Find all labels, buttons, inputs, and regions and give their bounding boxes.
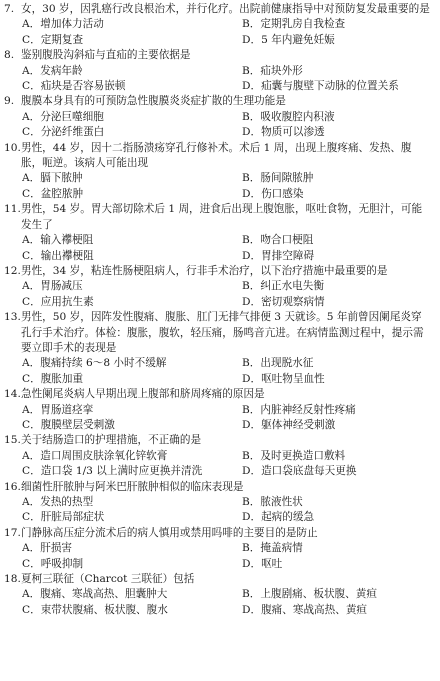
question-stem <box>4 480 432 495</box>
question-number: 16. <box>4 480 21 493</box>
question-stem <box>4 48 432 63</box>
option-c <box>22 418 222 433</box>
option-letter: A． <box>22 542 41 555</box>
option-c <box>22 464 222 479</box>
option-text: 束带状腹痛、板状腹、腹水 <box>40 603 168 616</box>
option-letter: B． <box>242 357 261 370</box>
question-16 <box>4 480 432 526</box>
question-11 <box>4 202 432 264</box>
question-12 <box>4 264 432 310</box>
option-letter: C． <box>22 557 41 570</box>
option-letter: C． <box>22 418 41 431</box>
question-number: 13. <box>4 311 21 324</box>
question-stem <box>4 264 432 279</box>
option-text: 内脏神经反射性疼痛 <box>260 403 356 416</box>
option-letter: C． <box>22 511 41 524</box>
option-letter: A． <box>22 403 41 416</box>
option-text: 伤口感染 <box>261 187 304 200</box>
option-d <box>242 295 432 310</box>
option-letter: A． <box>22 588 41 601</box>
option-text: 发病年龄 <box>40 64 83 77</box>
option-text: 腹痛、寒战高热、黄疸 <box>261 603 368 616</box>
options-grid <box>4 587 432 618</box>
option-c <box>22 603 222 618</box>
option-text: 吸收腹腔内积液 <box>260 110 335 123</box>
option-text: 吻合口梗阻 <box>260 234 314 247</box>
option-letter: C． <box>22 372 41 385</box>
question-number: 17. <box>4 526 21 539</box>
question-stem <box>4 387 432 402</box>
option-text: 肝损害 <box>40 542 73 555</box>
options-grid <box>4 356 432 387</box>
option-a <box>22 541 222 556</box>
option-b <box>242 171 432 186</box>
question-17 <box>4 526 432 572</box>
question-8 <box>4 48 432 94</box>
option-text: 增加体力活动 <box>40 18 104 31</box>
option-text: 造口袋底盘每天更换 <box>261 465 357 478</box>
option-d <box>242 187 432 202</box>
option-c <box>22 249 222 264</box>
option-text: 上腹剧痛、板状腹、黄疸 <box>260 588 377 601</box>
option-letter: B． <box>242 234 261 247</box>
option-text: 应用抗生素 <box>40 295 94 308</box>
option-text: 起病的缓急 <box>261 511 315 524</box>
question-stem <box>4 526 432 541</box>
option-letter: A． <box>22 280 41 293</box>
question-18 <box>4 572 432 618</box>
option-letter: D． <box>242 295 262 308</box>
question-number: 15. <box>4 434 21 447</box>
question-13 <box>4 310 432 387</box>
question-10 <box>4 141 432 203</box>
option-letter: D． <box>242 372 262 385</box>
option-text: 肝脏局部症状 <box>40 511 105 524</box>
option-text: 输入襻梗阻 <box>40 234 94 247</box>
option-text: 定期乳房自我检查 <box>260 18 346 31</box>
option-c <box>22 295 222 310</box>
option-letter: D． <box>242 418 262 431</box>
option-letter: A． <box>22 64 41 77</box>
question-text: 门静脉高压症分流术后的病人慎用或禁用吗啡的主要目的是防止 <box>21 526 318 539</box>
option-d <box>242 125 432 140</box>
option-b <box>242 17 432 32</box>
option-letter: C． <box>22 603 41 616</box>
option-d <box>242 603 432 618</box>
question-stem <box>4 572 432 587</box>
option-letter: C． <box>22 33 41 46</box>
option-letter: B． <box>242 110 261 123</box>
option-b <box>242 495 432 510</box>
question-stem <box>4 94 432 109</box>
option-text: 疝块是否容易嵌顿 <box>40 80 126 93</box>
option-letter: D． <box>242 557 262 570</box>
option-text: 纠正水电失衡 <box>260 280 324 293</box>
option-text: 及时更换造口敷料 <box>260 449 346 462</box>
question-text: 男性，34 岁，粘连性肠梗阻病人，行非手术治疗，以下治疗措施中最重要的是 <box>21 264 388 277</box>
option-a <box>22 233 222 248</box>
option-text: 发热的热型 <box>40 496 94 508</box>
option-text: 呕吐 <box>261 557 283 570</box>
option-c <box>22 557 222 572</box>
option-a <box>22 17 222 32</box>
option-b <box>242 233 432 248</box>
options-grid <box>4 541 432 572</box>
option-text: 掩盖病情 <box>260 542 303 555</box>
option-text: 造口袋 1/3 以上满时应更换并清洗 <box>40 465 203 478</box>
option-letter: A． <box>22 496 41 508</box>
option-text: 腹胀加重 <box>40 372 84 385</box>
option-text: 腹膜壁层受刺激 <box>40 418 115 431</box>
option-b <box>242 403 432 418</box>
option-letter: C． <box>22 465 41 478</box>
question-number: 9. <box>4 95 15 108</box>
options-grid <box>4 233 432 264</box>
option-letter: D． <box>242 603 262 616</box>
question-stem <box>4 310 432 356</box>
option-text: 腹痛、寒战高热、胆囊肿大 <box>40 588 168 601</box>
option-a <box>22 356 222 371</box>
option-letter: A． <box>22 110 41 123</box>
question-number: 12. <box>4 264 21 277</box>
option-letter: D． <box>242 249 262 262</box>
option-letter: D． <box>242 33 262 46</box>
question-15 <box>4 433 432 479</box>
options-grid <box>4 64 432 95</box>
option-letter: B． <box>242 280 261 293</box>
question-text: 鉴别腹股沟斜疝与直疝的主要依据是 <box>21 49 191 62</box>
question-stem <box>4 2 432 17</box>
option-d <box>242 372 432 387</box>
option-a <box>22 587 222 602</box>
question-9 <box>4 94 432 140</box>
option-c <box>22 372 222 387</box>
option-text: 定期复查 <box>40 33 84 46</box>
options-grid <box>4 495 432 526</box>
question-text: 男性，44 岁，因十二指肠溃疡穿孔行修补术。术后 1 周，出现上腹疼痛、发热、腹胀，呃逆。该病人可能出现 <box>21 141 412 170</box>
option-text: 胃肠道痉挛 <box>40 403 94 416</box>
option-text: 膈下脓肿 <box>40 172 83 185</box>
option-text: 物质可以渗透 <box>261 126 325 139</box>
option-letter: A． <box>22 18 41 31</box>
option-a <box>22 449 222 464</box>
question-stem <box>4 202 432 233</box>
option-letter: B． <box>242 588 261 601</box>
option-b <box>242 110 432 125</box>
option-letter: A． <box>22 449 41 462</box>
options-grid <box>4 110 432 141</box>
option-c <box>22 187 222 202</box>
option-d <box>242 33 432 48</box>
options-grid <box>4 403 432 434</box>
option-d <box>242 79 432 94</box>
question-number: 10. <box>4 141 21 154</box>
option-letter: A． <box>22 234 41 247</box>
option-letter: D． <box>242 80 262 93</box>
option-letter: C． <box>22 80 41 93</box>
option-a <box>22 64 222 79</box>
option-c <box>22 510 222 525</box>
question-text: 男性，54 岁。胃大部切除术后 1 周，进食后出现上腹饱胀，呕吐食物，无胆汁，可能发生了 <box>21 203 423 231</box>
option-c <box>22 79 222 94</box>
option-letter: B． <box>242 403 261 416</box>
option-letter: D． <box>242 187 262 200</box>
option-text: 呼吸抑制 <box>40 557 84 570</box>
option-letter: D． <box>242 465 262 478</box>
option-a <box>22 495 222 510</box>
option-letter: D． <box>242 126 262 139</box>
options-grid <box>4 17 432 48</box>
option-text: 5 年内避免妊娠 <box>261 33 335 46</box>
option-b <box>242 449 432 464</box>
option-b <box>242 279 432 294</box>
option-b <box>242 541 432 556</box>
question-stem <box>4 141 432 172</box>
option-c <box>22 125 222 140</box>
options-grid <box>4 171 432 202</box>
option-text: 出现脱水征 <box>260 357 314 370</box>
option-d <box>242 418 432 433</box>
option-text: 呕吐物呈血性 <box>261 372 325 385</box>
option-letter: B． <box>242 18 261 31</box>
option-letter: C． <box>22 249 41 262</box>
option-b <box>242 64 432 79</box>
option-text: 躯体神经受刺激 <box>261 418 336 431</box>
option-b <box>242 587 432 602</box>
question-number: 11. <box>4 203 21 216</box>
option-b <box>242 356 432 371</box>
option-text: 肠间隙脓肿 <box>260 172 314 185</box>
option-c <box>22 33 222 48</box>
question-text: 急性阑尾炎病人早期出现上腹部和脐周疼痛的原因是 <box>21 388 265 401</box>
option-letter: C． <box>22 126 41 139</box>
question-number: 18. <box>4 573 21 586</box>
question-text: 细菌性肝脓肿与阿米巴肝脓肿相似的临床表现是 <box>21 480 244 493</box>
question-text: 关于结肠造口的护理措施，不正确的是 <box>21 434 202 447</box>
question-14 <box>4 387 432 433</box>
option-text: 胃肠减压 <box>40 280 83 293</box>
option-text: 疝块外形 <box>260 64 303 77</box>
option-a <box>22 110 222 125</box>
option-text: 输出襻梗阻 <box>40 249 94 262</box>
option-letter: B． <box>242 172 261 185</box>
option-letter: C． <box>22 295 41 308</box>
option-a <box>22 403 222 418</box>
option-text: 胃排空障碍 <box>261 249 315 262</box>
question-text: 腹膜本身具有的可预防急性腹膜炎炎症扩散的生理功能是 <box>21 95 286 108</box>
option-letter: B． <box>242 496 261 508</box>
question-number: 8. <box>4 49 15 62</box>
option-letter: B． <box>242 64 261 77</box>
option-letter: B． <box>242 542 261 555</box>
question-stem <box>4 433 432 448</box>
options-grid <box>4 279 432 310</box>
option-letter: A． <box>22 172 41 185</box>
option-text: 分泌纤维蛋白 <box>40 126 105 139</box>
option-text: 脓液性状 <box>260 496 303 508</box>
question-text: 夏柯三联征（Charcot 三联征）包括 <box>21 573 195 586</box>
option-text: 腹痛持续 6～8 小时不缓解 <box>40 357 167 370</box>
option-d <box>242 557 432 572</box>
options-grid <box>4 449 432 480</box>
option-a <box>22 279 222 294</box>
option-d <box>242 249 432 264</box>
option-text: 密切观察病情 <box>261 295 325 308</box>
option-text: 造口周围皮肤涂氧化锌软膏 <box>40 449 168 462</box>
question-text: 男性，50 岁，因阵发性腹痛、腹胀、肛门无排气排便 3 天就诊。5 年前曾因阑尾炎穿孔行手术治疗。体检：腹胀，腹软，轻压痛，肠鸣音亢进。在病情监测过程中，提示需要立即手术的表现是 <box>21 311 424 354</box>
option-text: 疝囊与腹壁下动脉的位置关系 <box>261 80 399 93</box>
option-text: 盆腔脓肿 <box>40 187 84 200</box>
option-text: 分泌巨噬细胞 <box>40 110 104 123</box>
option-letter: B． <box>242 449 261 462</box>
option-d <box>242 464 432 479</box>
option-d <box>242 510 432 525</box>
question-7 <box>4 2 432 48</box>
question-text: 女，30 岁，因乳癌行改良根治术，并行化疗。出院前健康指导中对预防复发最重要的是 <box>21 3 430 15</box>
option-a <box>22 171 222 186</box>
question-number: 7. <box>4 3 15 15</box>
option-letter: D． <box>242 511 262 524</box>
question-number: 14. <box>4 388 21 401</box>
option-letter: C． <box>22 187 41 200</box>
option-letter: A． <box>22 357 41 370</box>
